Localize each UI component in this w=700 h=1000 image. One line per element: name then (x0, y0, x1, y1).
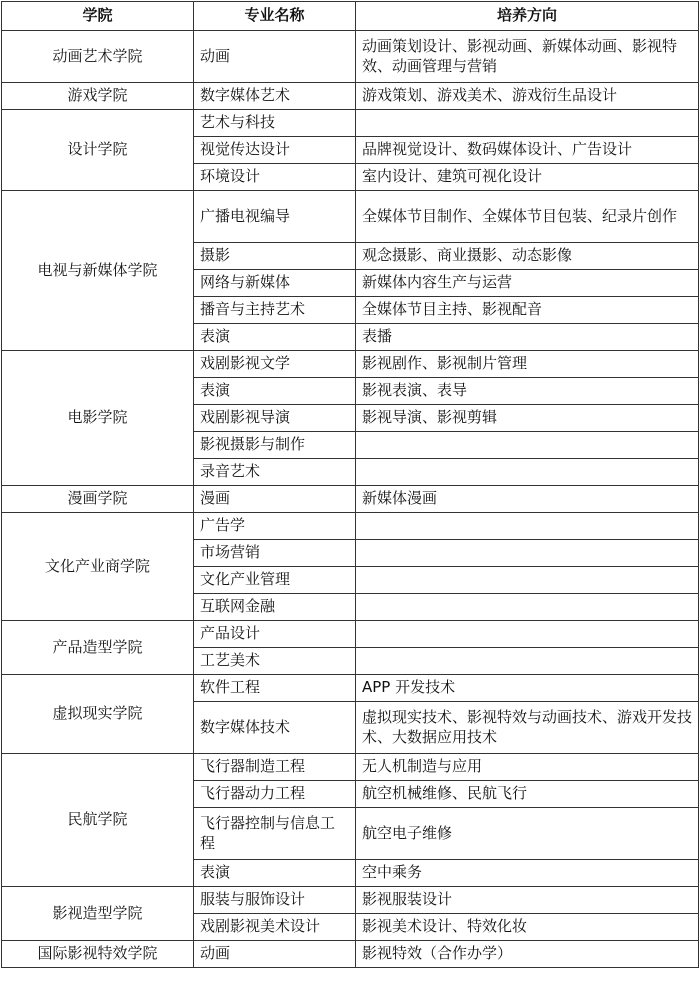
major-cell: 网络与新媒体 (194, 270, 356, 297)
major-cell: 数字媒体技术 (194, 702, 356, 754)
college-cell: 产品造型学院 (2, 621, 194, 675)
header-row (2, 2, 699, 31)
major-cell: 艺术与科技 (194, 110, 356, 137)
major-cell: 市场营销 (194, 540, 356, 567)
direction-cell: 影视表演、表导 (356, 378, 699, 405)
college-cell: 影视造型学院 (2, 887, 194, 941)
college-majors-table (1, 1, 699, 968)
major-cell: 影视摄影与制作 (194, 432, 356, 459)
direction-cell: 室内设计、建筑可视化设计 (356, 164, 699, 191)
major-cell: 表演 (194, 860, 356, 887)
direction-cell: 全媒体节目制作、全媒体节目包装、纪录片创作 (356, 191, 699, 243)
table-body (2, 31, 699, 968)
direction-cell: 游戏策划、游戏美术、游戏衍生品设计 (356, 83, 699, 110)
direction-cell (356, 110, 699, 137)
direction-cell: 航空机械维修、民航飞行 (356, 781, 699, 808)
college-cell: 国际影视特效学院 (2, 941, 194, 968)
direction-cell: 品牌视觉设计、数码媒体设计、广告设计 (356, 137, 699, 164)
table-row (2, 941, 699, 968)
college-cell: 电视与新媒体学院 (2, 191, 194, 351)
direction-cell (356, 513, 699, 540)
direction-cell: 虚拟现实技术、影视特效与动画技术、游戏开发技术、大数据应用技术 (356, 702, 699, 754)
table-row (2, 754, 699, 781)
major-cell: 表演 (194, 378, 356, 405)
college-cell: 动画艺术学院 (2, 31, 194, 83)
college-cell: 漫画学院 (2, 486, 194, 513)
header-direction: 培养方向 (356, 2, 699, 31)
major-cell: 戏剧影视文学 (194, 351, 356, 378)
major-cell: 数字媒体艺术 (194, 83, 356, 110)
major-cell: 飞行器制造工程 (194, 754, 356, 781)
direction-cell (356, 621, 699, 648)
direction-cell: 影视特效（合作办学） (356, 941, 699, 968)
direction-cell (356, 567, 699, 594)
table-row (2, 110, 699, 137)
direction-cell: 新媒体漫画 (356, 486, 699, 513)
major-cell: 工艺美术 (194, 648, 356, 675)
major-cell: 飞行器控制与信息工程 (194, 808, 356, 860)
table-row (2, 191, 699, 243)
major-cell: 环境设计 (194, 164, 356, 191)
college-cell: 虚拟现实学院 (2, 675, 194, 754)
college-cell: 游戏学院 (2, 83, 194, 110)
direction-cell: 动画策划设计、影视动画、新媒体动画、影视特效、动画管理与营销 (356, 31, 699, 83)
major-cell: 文化产业管理 (194, 567, 356, 594)
table-header (2, 2, 699, 31)
header-college: 学院 (2, 2, 194, 31)
major-cell: 摄影 (194, 243, 356, 270)
direction-cell (356, 540, 699, 567)
direction-cell: 影视服装设计 (356, 887, 699, 914)
major-cell: 播音与主持艺术 (194, 297, 356, 324)
direction-cell: APP 开发技术 (356, 675, 699, 702)
major-cell: 飞行器动力工程 (194, 781, 356, 808)
major-cell: 戏剧影视导演 (194, 405, 356, 432)
table-row (2, 621, 699, 648)
table-row (2, 486, 699, 513)
college-cell: 电影学院 (2, 351, 194, 486)
college-cell: 文化产业商学院 (2, 513, 194, 621)
direction-cell: 影视美术设计、特效化妆 (356, 914, 699, 941)
major-cell: 动画 (194, 941, 356, 968)
direction-cell: 影视导演、影视剪辑 (356, 405, 699, 432)
major-cell: 广播电视编导 (194, 191, 356, 243)
major-cell: 表演 (194, 324, 356, 351)
major-cell: 动画 (194, 31, 356, 83)
table-row (2, 83, 699, 110)
direction-cell: 影视剧作、影视制片管理 (356, 351, 699, 378)
major-cell: 戏剧影视美术设计 (194, 914, 356, 941)
college-cell: 民航学院 (2, 754, 194, 887)
major-cell: 服装与服饰设计 (194, 887, 356, 914)
direction-cell: 全媒体节目主持、影视配音 (356, 297, 699, 324)
major-cell: 录音艺术 (194, 459, 356, 486)
table-row (2, 887, 699, 914)
table-row (2, 351, 699, 378)
table-row (2, 31, 699, 83)
header-major: 专业名称 (194, 2, 356, 31)
major-cell: 视觉传达设计 (194, 137, 356, 164)
major-cell: 漫画 (194, 486, 356, 513)
direction-cell: 观念摄影、商业摄影、动态影像 (356, 243, 699, 270)
major-cell: 软件工程 (194, 675, 356, 702)
direction-cell: 新媒体内容生产与运营 (356, 270, 699, 297)
direction-cell: 无人机制造与应用 (356, 754, 699, 781)
direction-cell (356, 594, 699, 621)
table-row (2, 513, 699, 540)
major-cell: 产品设计 (194, 621, 356, 648)
direction-cell: 表播 (356, 324, 699, 351)
college-cell: 设计学院 (2, 110, 194, 191)
direction-cell (356, 459, 699, 486)
direction-cell (356, 432, 699, 459)
direction-cell (356, 648, 699, 675)
direction-cell: 空中乘务 (356, 860, 699, 887)
table-row (2, 675, 699, 702)
direction-cell: 航空电子维修 (356, 808, 699, 860)
major-cell: 广告学 (194, 513, 356, 540)
major-cell: 互联网金融 (194, 594, 356, 621)
